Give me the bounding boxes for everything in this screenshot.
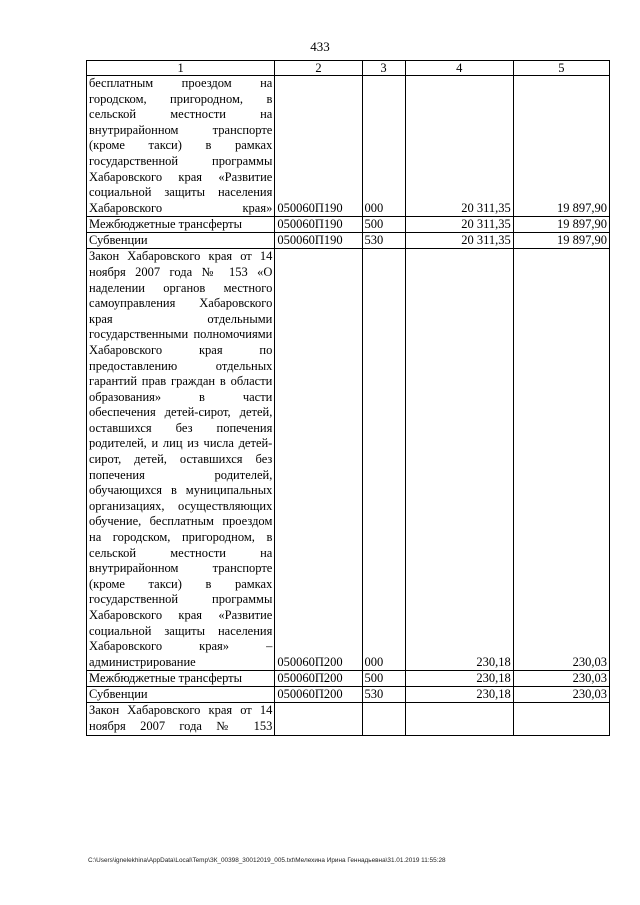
table-row xyxy=(87,233,610,249)
column-header-5: 5 xyxy=(513,61,609,76)
row-value-2: 230,03 xyxy=(513,249,609,671)
row-value-1: 20 311,35 xyxy=(405,217,513,233)
row-value-2: 19 897,90 xyxy=(513,233,609,249)
row-code: 050060П190 xyxy=(275,233,362,249)
row-code: 050060П200 xyxy=(275,249,362,671)
row-value-1: 20 311,35 xyxy=(405,76,513,217)
file-path-footer: C:\Users\ignelekhina\AppData\Local\Temp\ЗК_00398_30012019_005.txt\Мелехина Ирина Геннадьевна\31.01.2019 11:55:28 xyxy=(88,857,446,864)
budget-table xyxy=(86,60,610,736)
row-value-2: 19 897,90 xyxy=(513,76,609,217)
row-name: Субвенции xyxy=(87,233,275,249)
row-value-2: 230,03 xyxy=(513,687,609,703)
table-row xyxy=(87,217,610,233)
row-type: 530 xyxy=(362,233,405,249)
table-row xyxy=(87,249,610,671)
column-header-2: 2 xyxy=(275,61,362,76)
row-type xyxy=(362,703,405,735)
column-header-1: 1 xyxy=(87,61,275,76)
row-type: 500 xyxy=(362,671,405,687)
row-name: Межбюджетные трансферты xyxy=(87,217,275,233)
row-type: 530 xyxy=(362,687,405,703)
row-value-1: 230,18 xyxy=(405,249,513,671)
table-row xyxy=(87,76,610,217)
row-value-2: 19 897,90 xyxy=(513,217,609,233)
row-code xyxy=(275,703,362,735)
row-name: Закон Хабаровского края от 14 ноября 2007 года № 153 xyxy=(87,703,275,735)
table-row xyxy=(87,671,610,687)
table-row xyxy=(87,687,610,703)
column-header-4: 4 xyxy=(405,61,513,76)
row-type: 000 xyxy=(362,249,405,671)
row-code: 050060П190 xyxy=(275,76,362,217)
header-row xyxy=(87,61,610,76)
page-number: 433 xyxy=(310,39,330,54)
table-row xyxy=(87,703,610,735)
row-name: Межбюджетные трансферты xyxy=(87,671,275,687)
row-value-1 xyxy=(405,703,513,735)
row-name: Закон Хабаровского края от 14 ноября 2007 года № 153 «О наделении органов местного самоуправления Хабаровского края отдельными государственными полномочиями Хабаровского края по предоставлению отдельных гарантий прав граждан в области образования» в части обеспечения детей-сирот, детей, оставшихся без попечения родителей, и лиц из числа детей-сирот, детей, оставшихся без попечения родителей, обучающихся в муниципальных организациях, осуществляющих обучение, бесплатным проездом на городском, пригородном, в сельской местности на внутрирайонном транспорте (кроме такси) в рамках государственной программы Хабаровского края «Развитие социальной защиты населения Хабаровского края» – администрирование xyxy=(87,249,275,671)
row-value-1: 230,18 xyxy=(405,687,513,703)
row-name: бесплатным проездом на городском, пригородном, в сельской местности на внутрирайонном транспорте (кроме такси) в рамках государственной программы Хабаровского края «Развитие социальной защиты населения Хабаровского края» xyxy=(87,76,275,217)
row-code: 050060П200 xyxy=(275,671,362,687)
row-type: 500 xyxy=(362,217,405,233)
row-code: 050060П190 xyxy=(275,217,362,233)
row-type: 000 xyxy=(362,76,405,217)
row-value-2: 230,03 xyxy=(513,671,609,687)
row-value-1: 20 311,35 xyxy=(405,233,513,249)
row-value-1: 230,18 xyxy=(405,671,513,687)
row-name: Субвенции xyxy=(87,687,275,703)
row-code: 050060П200 xyxy=(275,687,362,703)
row-value-2 xyxy=(513,703,609,735)
column-header-3: 3 xyxy=(362,61,405,76)
